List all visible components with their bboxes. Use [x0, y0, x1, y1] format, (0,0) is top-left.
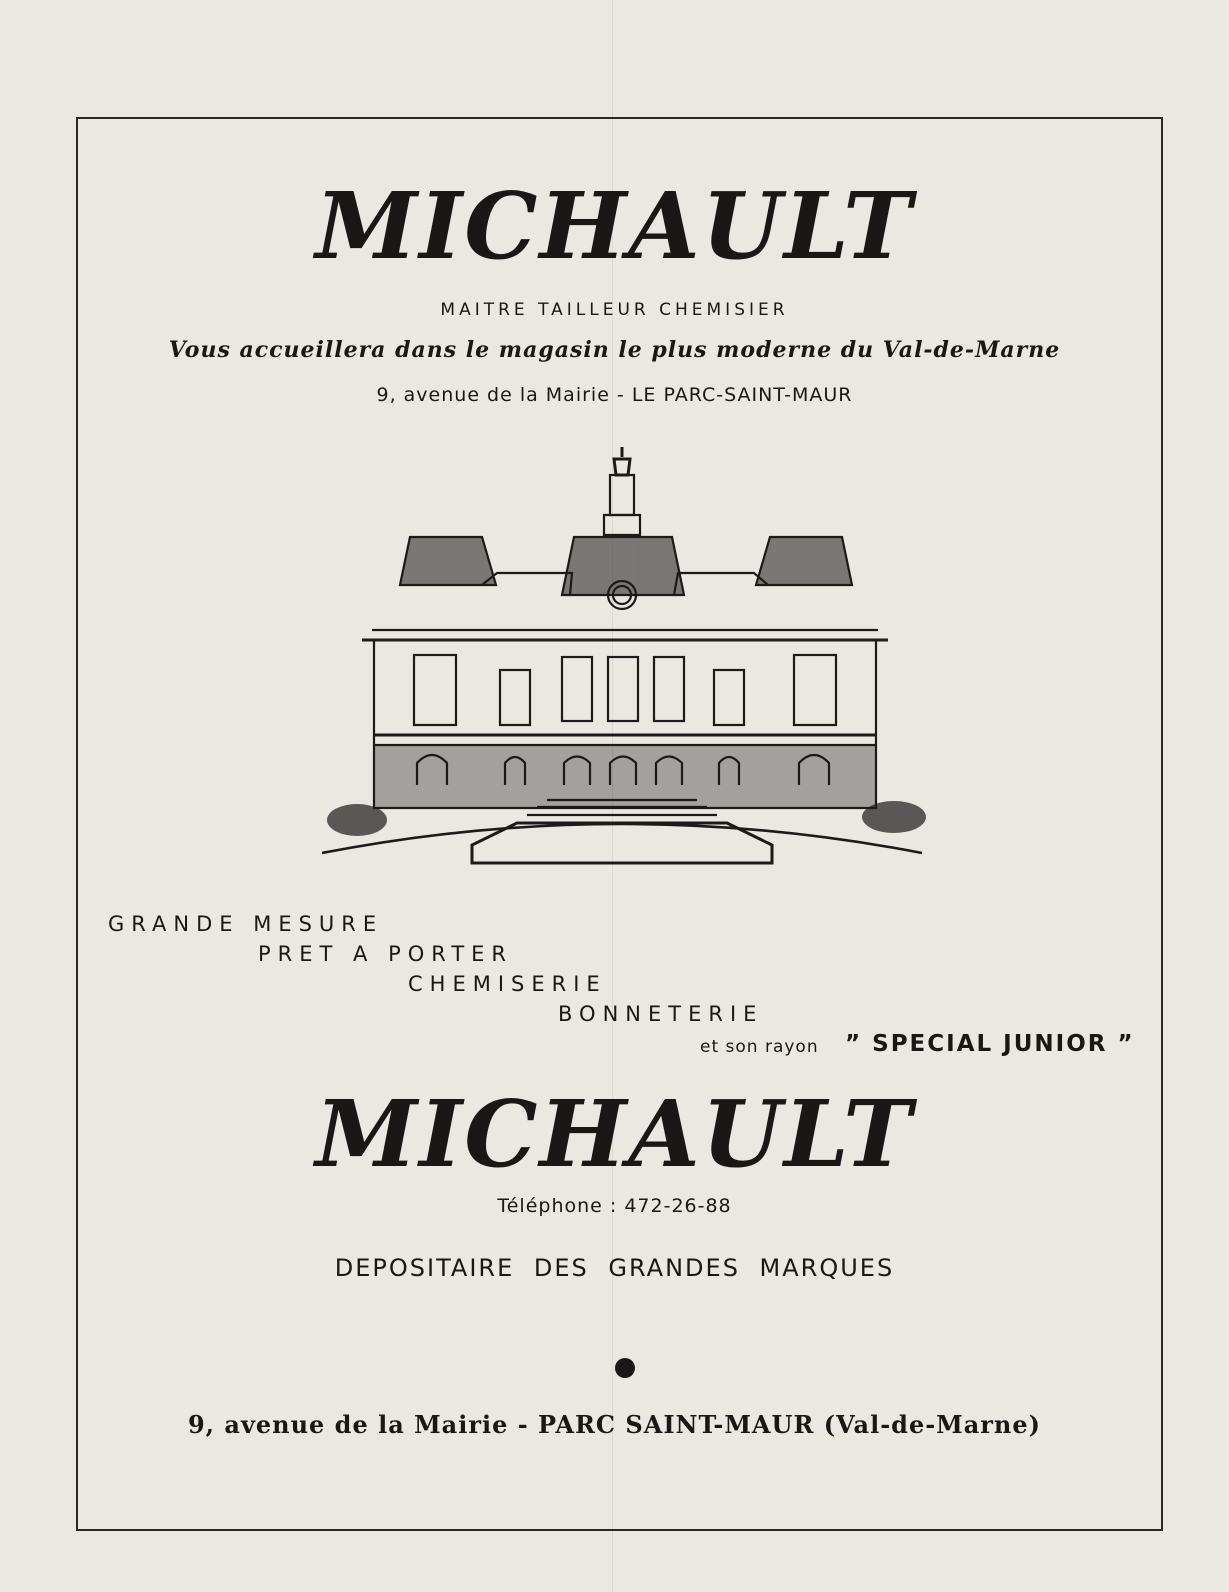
welcome-line: Vous accueillera dans le magasin le plus moderne du Val-de-Marne [168, 337, 1061, 363]
bullet-dot [615, 1358, 635, 1378]
address-bottom: 9, avenue de la Mairie - PARC SAINT-MAUR (Val-de-Marne) [187, 1410, 1042, 1439]
phone-number: Téléphone : 472-26-88 [497, 1195, 732, 1217]
junior-prefix: et son rayon [700, 1037, 819, 1057]
town-hall-illustration [322, 445, 928, 875]
service-grande-mesure: GRANDE MESURE [108, 912, 384, 936]
junior-label: ” SPECIAL JUNIOR ” [845, 1031, 1135, 1057]
service-pret-a-porter: PRET A PORTER [258, 942, 514, 966]
brand-title-top: MICHAULT [315, 172, 914, 280]
tagline: MAITRE TAILLEUR CHEMISIER [440, 300, 789, 320]
depositaire-line: DEPOSITAIRE DES GRANDES MARQUES [334, 1254, 895, 1282]
service-bonneterie: BONNETERIE [558, 1002, 764, 1026]
address-top: 9, avenue de la Mairie - LE PARC-SAINT-MAUR [376, 384, 853, 406]
service-chemiserie: CHEMISERIE [408, 972, 607, 996]
brand-title-bottom: MICHAULT [315, 1080, 914, 1188]
